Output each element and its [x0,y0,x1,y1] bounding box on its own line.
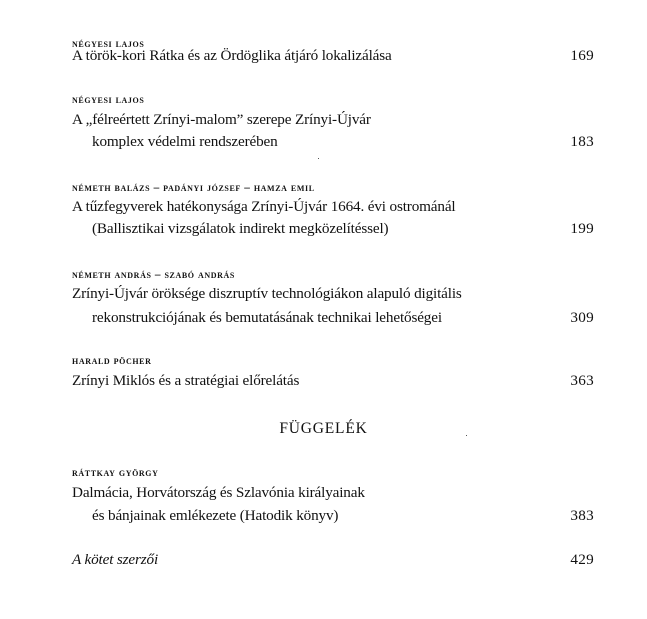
entry-title-line: A török-kori Rátka és az Ördöglika átjáró lokalizálása [72,47,392,64]
entry-title-line: Zrínyi-Újvár öröksége diszruptív technológiákon alapuló digitális [72,285,462,302]
scan-speck [318,158,319,159]
authors-entry-title: A kötet szerzői [72,551,159,568]
entry-title-line: A „félreértett Zrínyi-malom” szerepe Zrínyi-Újvár [72,111,371,128]
entry-title-line: A tűzfegyverek hatékonysága Zrínyi-Újvár 1664. évi ostrománál [72,198,456,215]
entry-author: négyesi lajos [72,38,145,50]
entry-page-number: 309 [570,309,594,326]
appendix-title-line: Dalmácia, Horvátország és Szlavónia királyainak [72,484,365,501]
section-title: FÜGGELÉK [279,420,368,437]
entry-author: négyesi lajos [72,94,145,106]
entry-author: harald pöcher [72,355,152,367]
entry-page-number: 199 [570,220,594,237]
entry-author: németh balázs – padányi józsef – hamza emil [72,182,315,194]
appendix-page-number: 383 [570,507,594,524]
entry-title-line: komplex védelmi rendszerében [92,133,278,150]
authors-entry-page-number: 429 [570,551,594,568]
entry-page-number: 169 [570,47,594,64]
entry-page-number: 183 [570,133,594,150]
entry-page-number: 363 [570,372,594,389]
appendix-author: ráttkay györgy [72,467,159,479]
scan-speck [466,435,467,436]
entry-title-line: rekonstrukciójának és bemutatásának technikai lehetőségei [92,309,442,326]
entry-title-line: Zrínyi Miklós és a stratégiai előrelátás [72,372,300,389]
appendix-title-line: és bánjainak emlékezete (Hatodik könyv) [92,507,339,524]
entry-title-line: (Ballisztikai vizsgálatok indirekt megközelítéssel) [92,220,389,237]
entry-author: németh andrás – szabó andrás [72,269,235,281]
